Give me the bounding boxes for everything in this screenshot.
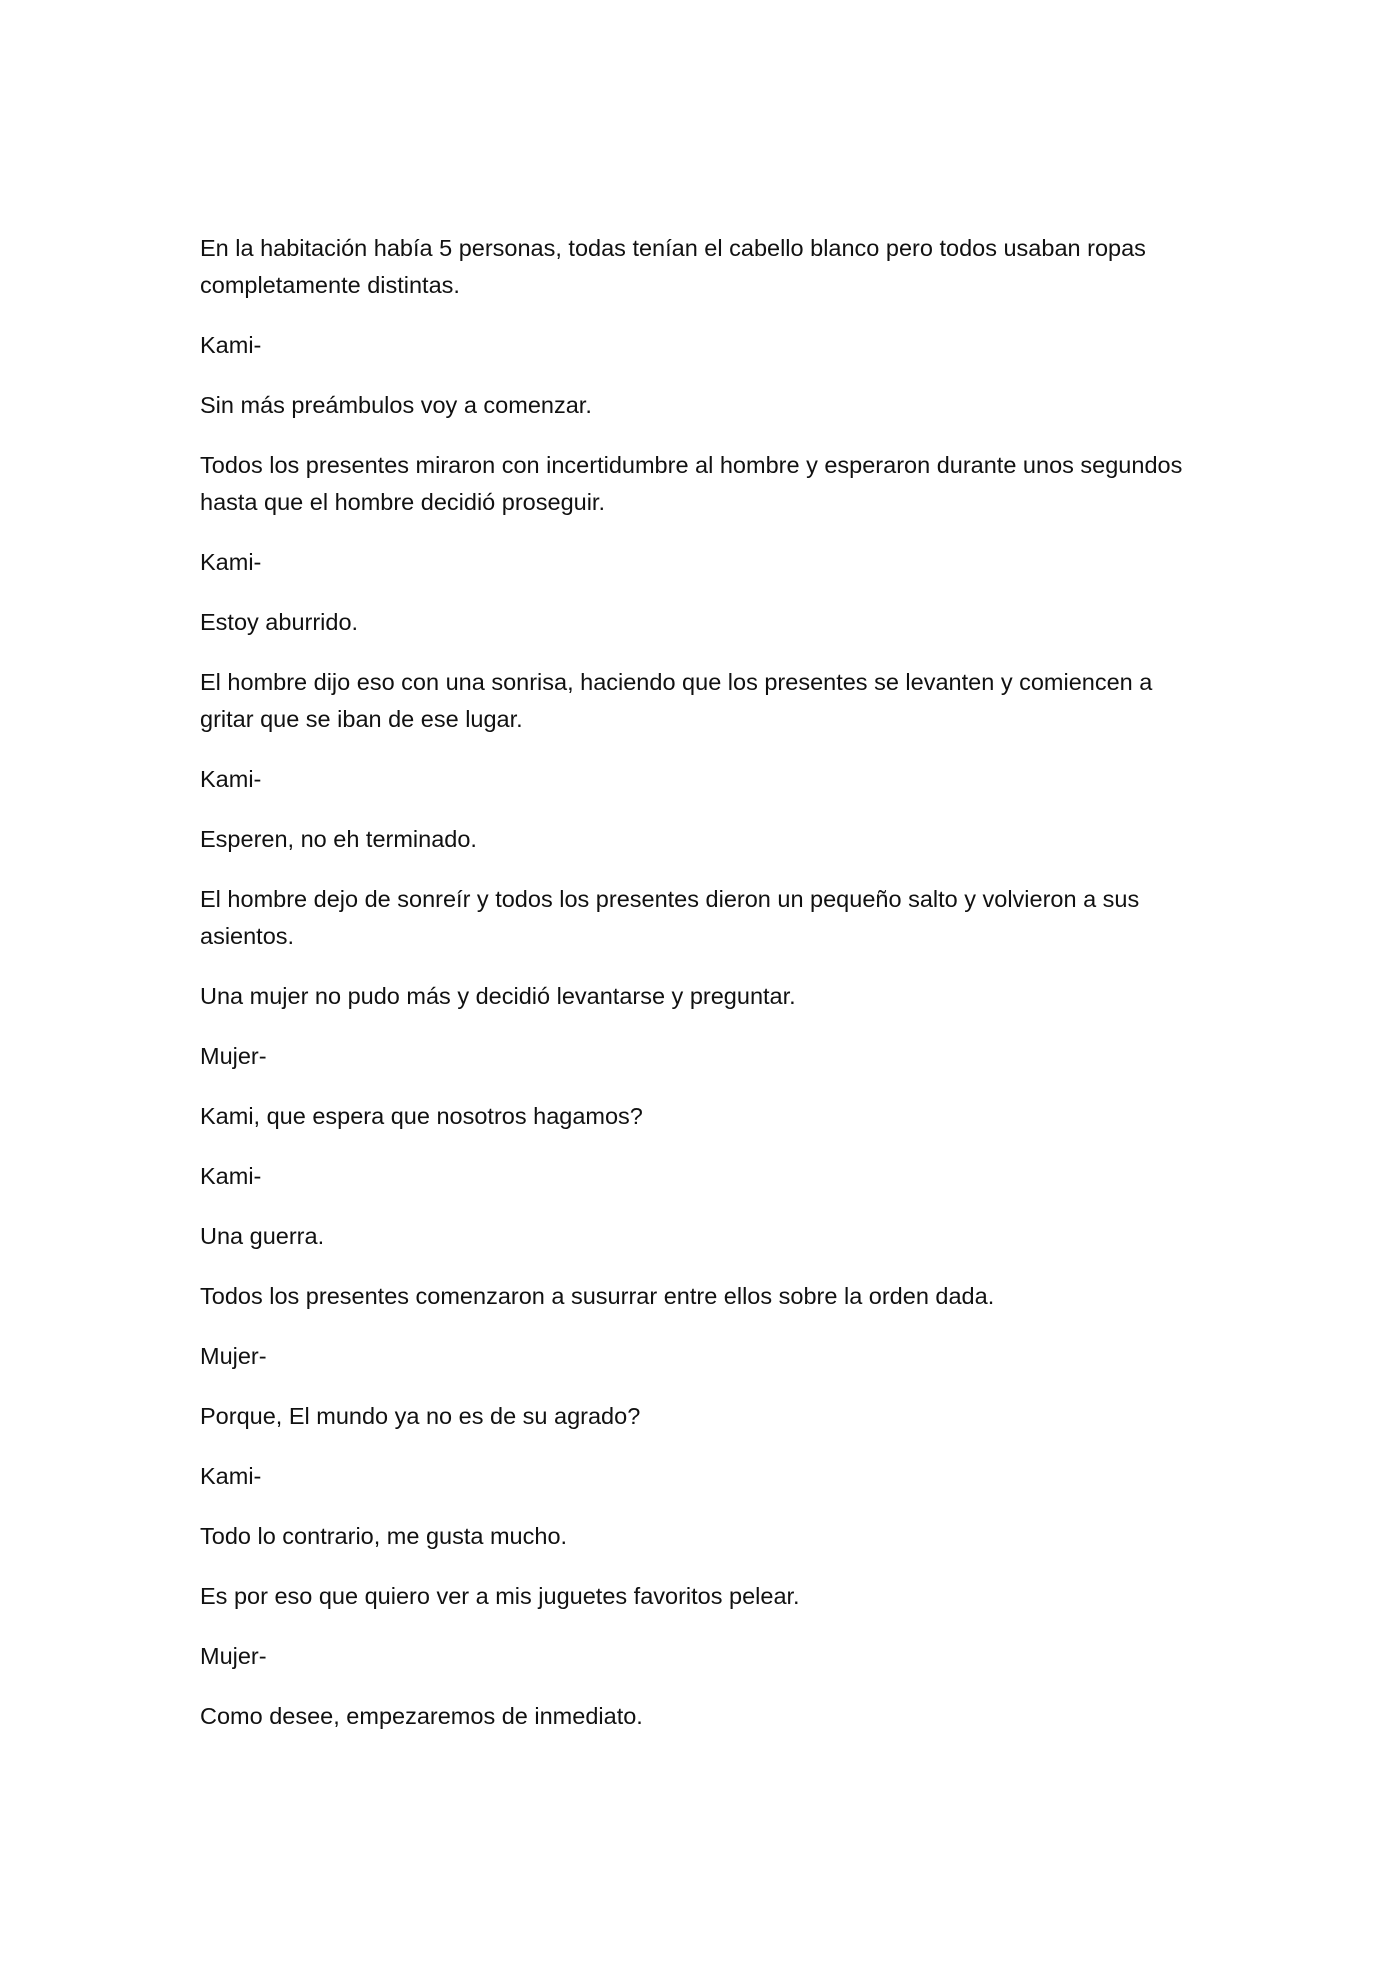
paragraph-dialogue: Como desee, empezaremos de inmediato. [200, 1703, 643, 1729]
paragraph-speaker: Mujer- [200, 1043, 267, 1069]
paragraph-dialogue: Porque, El mundo ya no es de su agrado? [200, 1403, 641, 1429]
paragraph-narration: Todos los presentes comenzaron a susurrar entre ellos sobre la orden dada. [200, 1283, 995, 1309]
paragraph-narration: El hombre dijo eso con una sonrisa, haciendo que los presentes se levanten y comiencen a gritar que se iban de ese lugar. [200, 669, 1153, 732]
paragraph-dialogue: Es por eso que quiero ver a mis juguetes favoritos pelear. [200, 1583, 800, 1609]
document-body [200, 230, 1200, 1758]
paragraph-dialogue: Todo lo contrario, me gusta mucho. [200, 1523, 568, 1549]
paragraph-speaker: Kami- [200, 332, 262, 358]
paragraph-speaker: Mujer- [200, 1343, 267, 1369]
paragraph-narration: En la habitación había 5 personas, todas tenían el cabello blanco pero todos usaban ropas completamente distintas. [200, 235, 1146, 298]
paragraph-speaker: Kami- [200, 1163, 262, 1189]
paragraph-narration: Todos los presentes miraron con incertidumbre al hombre y esperaron durante unos segundos hasta que el hombre decidió proseguir. [200, 452, 1183, 515]
paragraph-dialogue: Kami, que espera que nosotros hagamos? [200, 1103, 643, 1129]
paragraph-dialogue: Una guerra. [200, 1223, 325, 1249]
paragraph-speaker: Mujer- [200, 1643, 267, 1669]
paragraph-dialogue: Esperen, no eh terminado. [200, 826, 477, 852]
paragraph-narration: Una mujer no pudo más y decidió levantarse y preguntar. [200, 983, 796, 1009]
paragraph-speaker: Kami- [200, 549, 262, 575]
paragraph-speaker: Kami- [200, 766, 262, 792]
paragraph-speaker: Kami- [200, 1463, 262, 1489]
paragraph-narration: El hombre dejo de sonreír y todos los presentes dieron un pequeño salto y volvieron a sus asientos. [200, 886, 1140, 949]
paragraph-dialogue: Sin más preámbulos voy a comenzar. [200, 392, 592, 418]
paragraph-dialogue: Estoy aburrido. [200, 609, 359, 635]
